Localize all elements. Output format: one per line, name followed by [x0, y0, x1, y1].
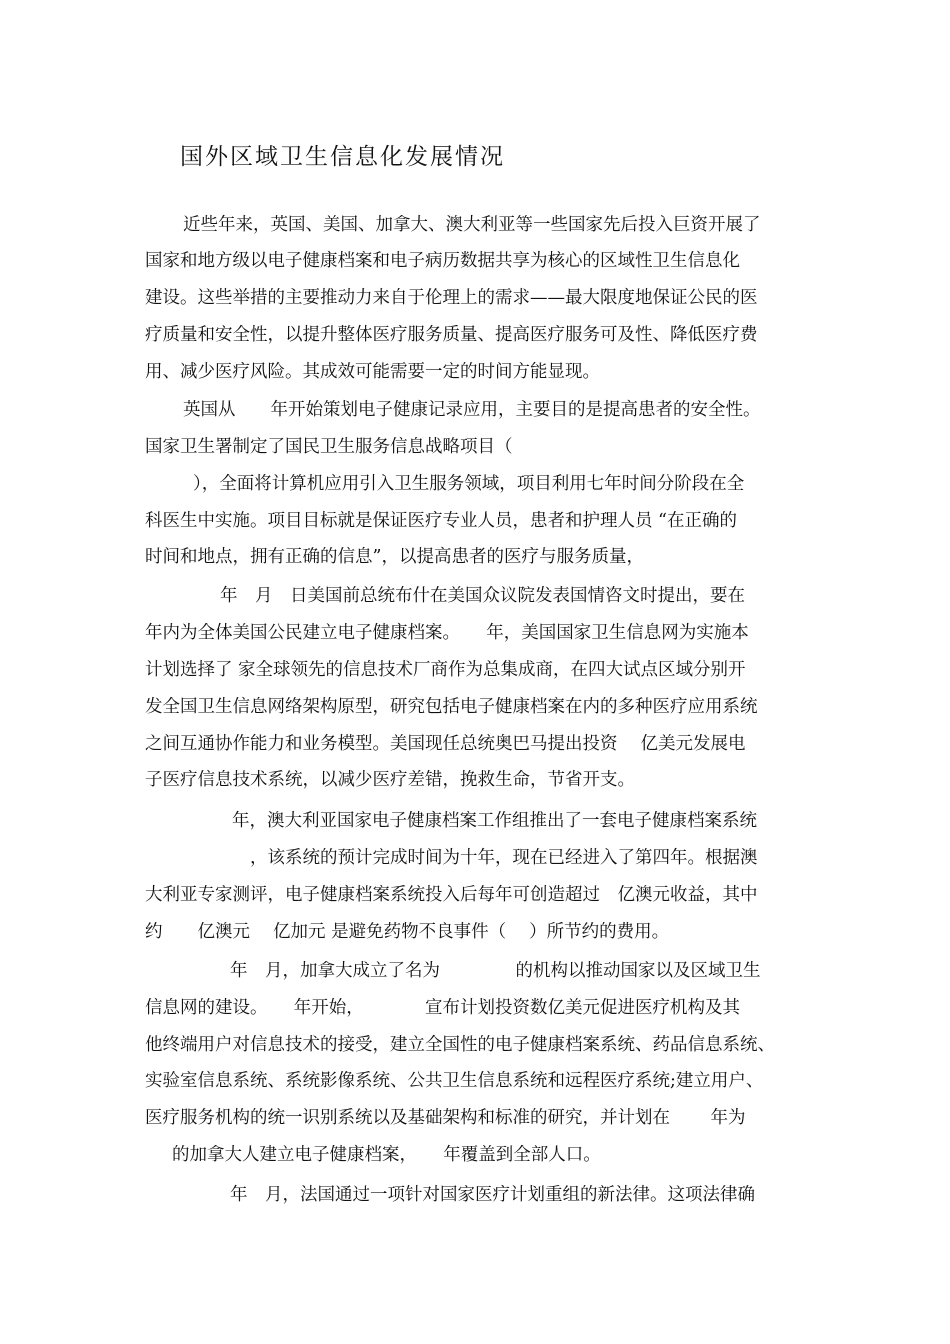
paragraph-line: 年 月，法国通过一项针对国家医疗计划重组的新法律。这项法律确	[230, 1185, 755, 1205]
paragraph-line: 国家和地方级以电子健康档案和电子病历数据共享为核心的区域性卫生信息化	[145, 251, 740, 271]
paragraph-line: 计划选择了 家全球领先的信息技术厂商作为总集成商，在四大试点区域分别开	[145, 660, 746, 680]
paragraph-line: 之间互通协作能力和业务模型。美国现任总统奥巴马提出投资 亿美元发展电	[145, 734, 746, 754]
paragraph-line: 国家卫生署制定了国民卫生服务信息战略项目（	[145, 437, 513, 457]
paragraph-line: 约 亿澳元 亿加元 是避免药物不良事件（ ）所节约的费用。	[145, 922, 670, 942]
paragraph-line: 医疗服务机构的统一识别系统以及基础架构和标准的研究，并计划在 年为	[145, 1108, 746, 1128]
paragraph-line: 时间和地点，拥有正确的信息”，以提高患者的医疗与服务质量，	[145, 547, 644, 567]
page-title: 国外区域卫生信息化发展情况	[180, 144, 505, 170]
paragraph-line: 的加拿大人建立电子健康档案， 年覆盖到全部人口。	[172, 1145, 601, 1165]
paragraph-line: 年 月，加拿大成立了名为 的机构以推动国家以及区域卫生	[230, 961, 761, 981]
paragraph-line: 疗质量和安全性，以提升整体医疗服务质量、提高医疗服务可及性、降低医疗费	[145, 325, 758, 345]
paragraph-line: 大利亚专家测评，电子健康档案系统投入后每年可创造超过 亿澳元收益，其中	[145, 885, 758, 905]
paragraph-line: 近些年来，英国、美国、加拿大、澳大利亚等一些国家先后投入巨资开展了	[183, 215, 761, 235]
paragraph-line: 信息网的建设。 年开始， 宣布计划投资数亿美元促进医疗机构及其	[145, 998, 740, 1018]
paragraph-line: ，该系统的预计完成时间为十年，现在已经进入了第四年。根据澳	[250, 848, 758, 868]
paragraph-line: 发全国卫生信息网络架构原型，研究包括电子健康档案在内的多种医疗应用系统	[145, 697, 758, 717]
paragraph-line: 子医疗信息技术系统，以减少医疗差错，挽救生命，节省开支。	[145, 770, 635, 790]
paragraph-line: ），全面将计算机应用引入卫生服务领域，项目利用七年时间分阶段在全	[193, 474, 745, 494]
paragraph-line: 年，澳大利亚国家电子健康档案工作组推出了一套电子健康档案系统	[232, 811, 757, 831]
paragraph-line: 年内为全体美国公民建立电子健康档案。 年，美国国家卫生信息网为实施本	[145, 623, 749, 643]
paragraph-line: 年 月 日美国前总统布什在美国众议院发表国情咨文时提出，要在	[220, 586, 745, 606]
paragraph-line: 用、减少医疗风险。其成效可能需要一定的时间方能显现。	[145, 362, 600, 382]
paragraph-line: 英国从 年开始策划电子健康记录应用，主要目的是提高患者的安全性。	[183, 400, 761, 420]
paragraph-line: 实验室信息系统、系统影像系统、公共卫生信息系统和远程医疗系统;建立用户、	[145, 1071, 764, 1091]
paragraph-line: 建设。这些举措的主要推动力来自于伦理上的需求——最大限度地保证公民的医	[145, 288, 758, 308]
paragraph-line: 他终端用户对信息技术的接受，建立全国性的电子健康档案系统、药品信息系统、	[145, 1035, 775, 1055]
paragraph-line: 科医生中实施。项目目标就是保证医疗专业人员，患者和护理人员 “在正确的	[145, 511, 738, 531]
